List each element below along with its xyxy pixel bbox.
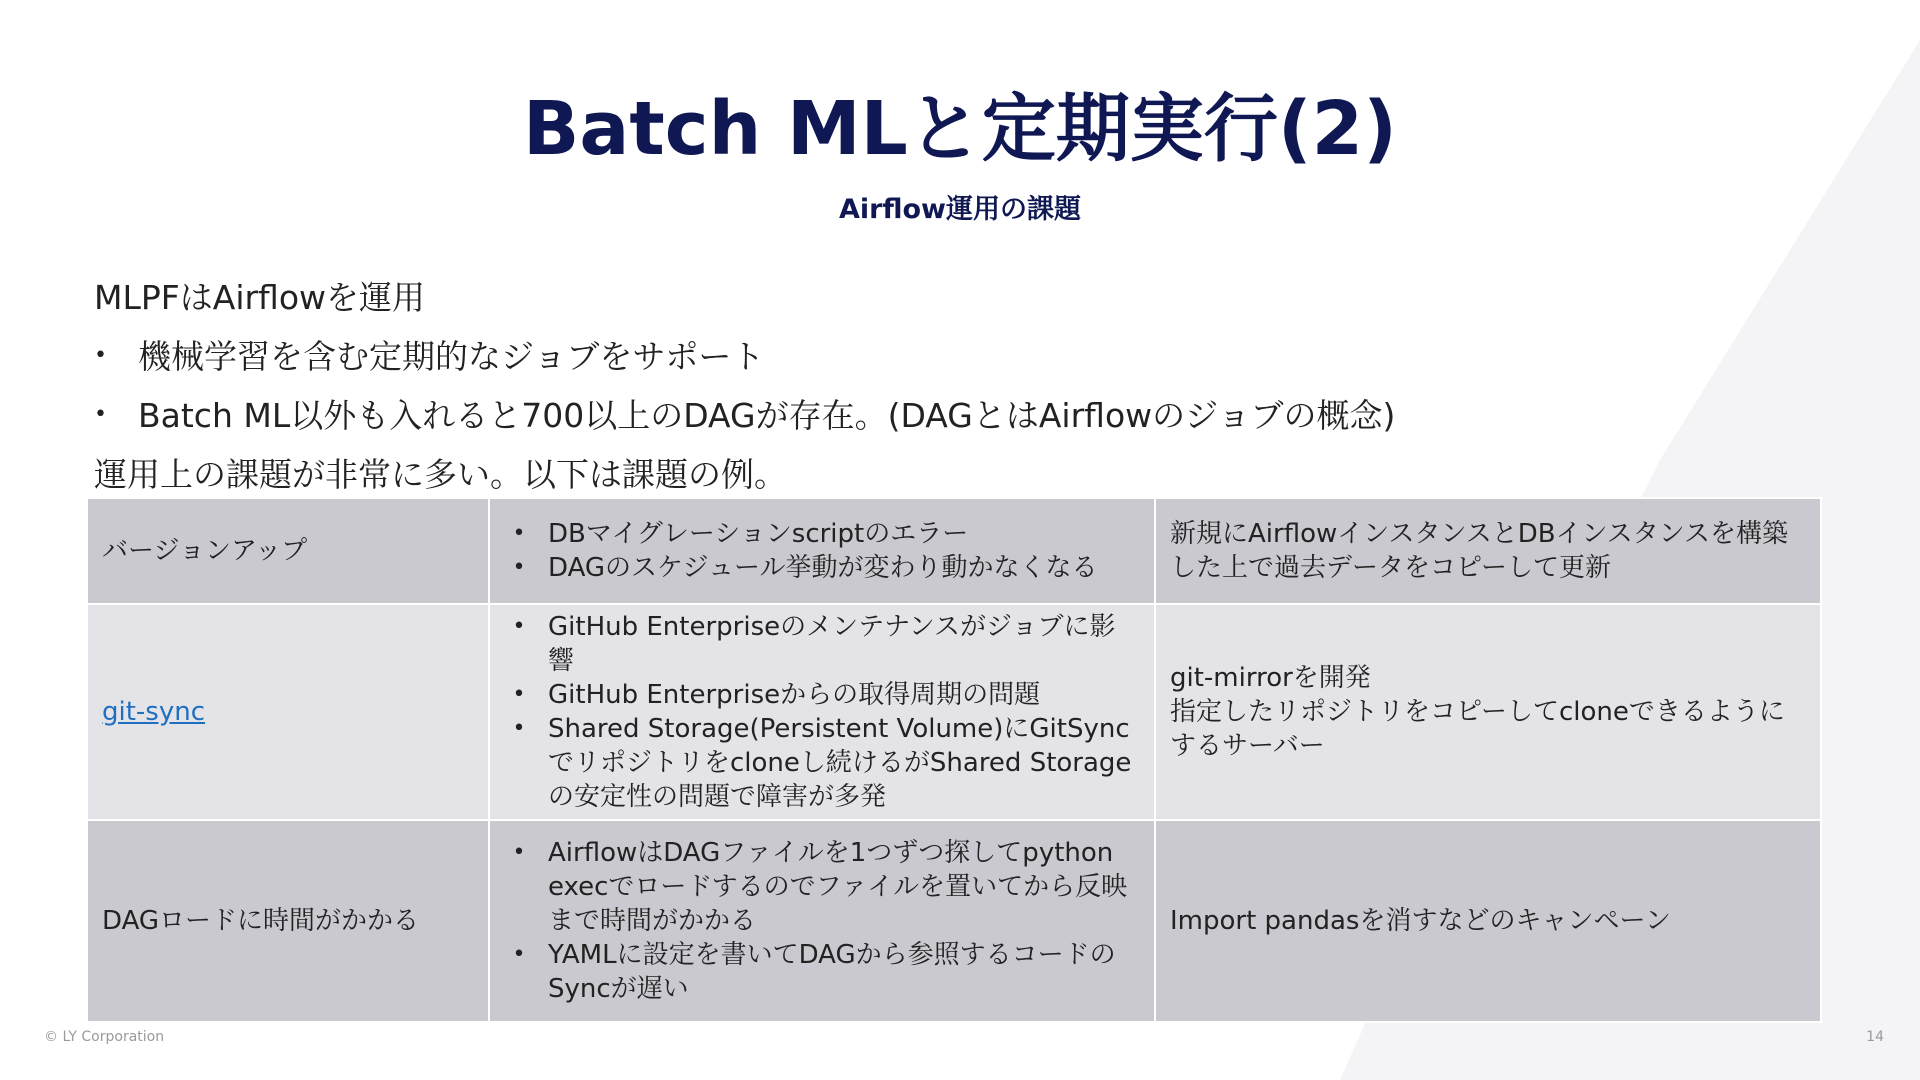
problem-item: • AirflowはDAGファイルを1つずつ探してpython execでロードするのでファイルを置いてから反映まで時間がかかる xyxy=(548,836,1140,938)
problem-item: • GitHub Enterpriseのメンテナンスがジョブに影響 xyxy=(548,610,1140,678)
problems-cell xyxy=(489,498,1155,604)
problem-item: • DAGのスケジュール挙動が変わり動かなくなる xyxy=(548,551,1140,585)
table-row xyxy=(87,604,1821,820)
solution-cell: 新規にAirflowインスタンスとDBインスタンスを構築した上で過去データをコピーして更新 xyxy=(1155,498,1821,604)
problem-item: • Shared Storage(Persistent Volume)にGitSyncでリポジトリをcloneし続けるがShared Storageの安定性の問題で障害が多発 xyxy=(548,712,1140,814)
bullet-icon: • xyxy=(94,343,107,368)
body-text xyxy=(94,268,1794,504)
bullet-icon: • xyxy=(94,402,107,427)
solution-cell: Import pandasを消すなどのキャンペーン xyxy=(1155,820,1821,1022)
problem-item: • DBマイグレーションscriptのエラー xyxy=(548,517,1140,551)
table-row xyxy=(87,820,1821,1022)
body-line: MLPFはAirflowを運用 xyxy=(94,278,426,317)
table-row xyxy=(87,498,1821,604)
problems-cell xyxy=(489,820,1155,1022)
issue-cell xyxy=(87,604,489,820)
page-number: 14 xyxy=(1866,1029,1884,1045)
body-bullet: • 機械学習を含む定期的なジョブをサポート xyxy=(94,327,1794,386)
issues-table xyxy=(86,497,1822,1023)
git-sync-link[interactable]: git-sync xyxy=(102,697,206,727)
page-subtitle: Airflow運用の課題 xyxy=(839,194,1081,225)
issue-cell: DAGロードに時間がかかる xyxy=(87,820,489,1022)
issue-cell: バージョンアップ xyxy=(87,498,489,604)
body-line: 運用上の課題が非常に多い。以下は課題の例。 xyxy=(94,455,787,494)
problems-cell xyxy=(489,604,1155,820)
page-title: Batch MLと定期実行(2) xyxy=(523,86,1397,172)
copyright: © LY Corporation xyxy=(44,1029,165,1045)
problem-item: • GitHub Enterpriseからの取得周期の問題 xyxy=(548,678,1140,712)
solution-cell: git-mirrorを開発 指定したリポジトリをコピーしてcloneできるようにするサーバー xyxy=(1155,604,1821,820)
body-bullet: • Batch ML以外も入れると700以上のDAGが存在。(DAGとはAirflowのジョブの概念) xyxy=(94,386,1794,445)
problem-item: • YAMLに設定を書いてDAGから参照するコードのSyncが遅い xyxy=(548,938,1140,1006)
